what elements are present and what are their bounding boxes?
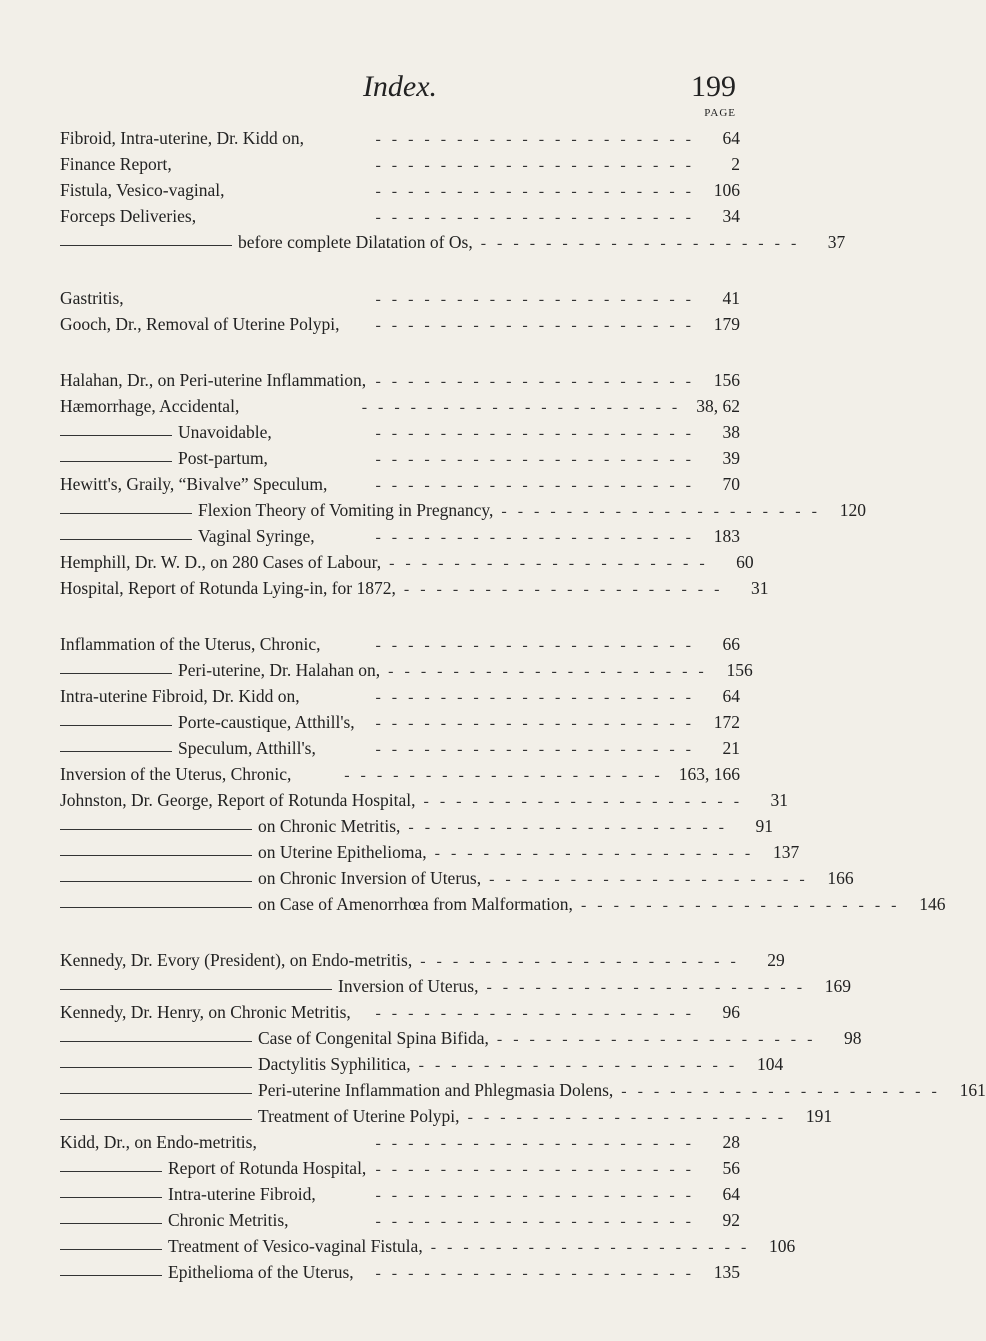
entry-page: 70 xyxy=(722,474,740,494)
index-entry xyxy=(60,396,740,422)
page-column-label: PAGE xyxy=(704,107,736,119)
entry-page: 179 xyxy=(713,314,740,334)
entry-text: on Uterine Epithelioma, xyxy=(258,842,427,862)
entry-text: Peri-uterine, Dr. Halahan on, xyxy=(178,660,381,680)
entry-text: Kennedy, Dr. Henry, on Chronic Metritis, xyxy=(60,1002,351,1022)
entry-page: 183 xyxy=(713,526,740,546)
entry-text: on Chronic Metritis, xyxy=(258,816,401,836)
leader-dashes: -------------------- xyxy=(375,451,702,468)
ditto-rule xyxy=(60,881,252,882)
leader-dashes: -------------------- xyxy=(496,1031,824,1048)
leader-dashes: -------------------- xyxy=(375,529,702,546)
leader-dashes: -------------------- xyxy=(375,183,702,200)
leader-dashes: -------------------- xyxy=(375,1265,702,1282)
ditto-rule xyxy=(60,855,252,856)
ditto-rule xyxy=(60,461,172,462)
ditto-rule xyxy=(60,1223,162,1224)
leader-dashes: -------------------- xyxy=(375,1161,702,1178)
index-entry xyxy=(60,474,740,500)
leader-dashes: -------------------- xyxy=(375,1005,702,1022)
entry-text: Porte-caustique, Atthill's, xyxy=(178,712,355,732)
leader-dashes: -------------------- xyxy=(375,425,702,442)
entry-page: 21 xyxy=(722,738,740,758)
entry-page: 156 xyxy=(713,370,740,390)
ditto-rule xyxy=(60,1041,252,1042)
entry-text: Inversion of the Uterus, Chronic, xyxy=(60,764,292,784)
index-entry xyxy=(60,314,740,340)
entry-text: Vaginal Syringe, xyxy=(198,526,315,546)
entry-text: Johnston, Dr. George, Report of Rotunda Hospital, xyxy=(60,790,416,810)
leader-dashes: -------------------- xyxy=(375,741,702,758)
leader-dashes: -------------------- xyxy=(388,663,715,680)
entry-text: Forceps Deliveries, xyxy=(60,206,197,226)
entry-text: on Case of Amenorrhœa from Malformation, xyxy=(258,894,573,914)
ditto-rule xyxy=(60,539,192,540)
entry-page: 161 xyxy=(959,1080,986,1100)
index-entry xyxy=(60,1054,784,1080)
leader-dashes: -------------------- xyxy=(375,131,702,148)
ditto-rule xyxy=(60,1093,252,1094)
entry-page: 2 xyxy=(731,154,740,174)
entry-page: 56 xyxy=(722,1158,740,1178)
index-group xyxy=(60,128,846,258)
ditto-rule xyxy=(60,725,172,726)
index-entry xyxy=(60,712,740,738)
leader-dashes: -------------------- xyxy=(501,503,828,520)
entry-page: 166 xyxy=(827,868,854,888)
leader-dashes: -------------------- xyxy=(489,871,816,888)
index-entry xyxy=(60,1132,740,1158)
index-entry xyxy=(60,1262,740,1288)
entry-page: 106 xyxy=(713,180,740,200)
entry-page: 104 xyxy=(756,1054,784,1074)
ditto-rule xyxy=(60,513,192,514)
page-number: 199 xyxy=(691,70,736,103)
index-entry xyxy=(60,448,740,474)
ditto-rule xyxy=(60,1275,162,1276)
entry-page: 191 xyxy=(805,1106,833,1126)
index-entry xyxy=(60,552,754,578)
leader-dashes: -------------------- xyxy=(375,157,702,174)
index-entry xyxy=(60,1080,986,1106)
index-entry xyxy=(60,790,789,816)
index-entry xyxy=(60,842,800,868)
entry-text: Inflammation of the Uterus, Chronic, xyxy=(60,634,321,654)
leader-dashes: -------------------- xyxy=(486,979,814,996)
entry-page: 38 xyxy=(722,422,740,442)
entry-page: 29 xyxy=(767,950,785,970)
entry-page: 64 xyxy=(722,128,740,148)
index-entry xyxy=(60,634,740,660)
leader-dashes: -------------------- xyxy=(467,1109,795,1126)
page-header-title: Index. xyxy=(362,70,438,103)
index-entry xyxy=(60,180,740,206)
index-entry xyxy=(60,288,740,314)
entry-text: Chronic Metritis, xyxy=(168,1210,289,1230)
ditto-rule xyxy=(60,1171,162,1172)
entry-text: Unavoidable, xyxy=(178,422,272,442)
entry-text: Hewitt's, Graily, “Bivalve” Speculum, xyxy=(60,474,328,494)
entry-text: Epithelioma of the Uterus, xyxy=(168,1262,354,1282)
index-group xyxy=(60,288,740,340)
ditto-rule xyxy=(60,907,252,908)
index-group xyxy=(60,370,866,604)
leader-dashes: -------------------- xyxy=(375,477,702,494)
entry-text: Kennedy, Dr. Evory (President), on Endo-metritis, xyxy=(60,950,413,970)
entry-page: 137 xyxy=(772,842,800,862)
entry-page: 66 xyxy=(722,634,740,654)
entry-text: on Chronic Inversion of Uterus, xyxy=(258,868,482,888)
index-entry xyxy=(60,1210,740,1236)
leader-dashes: -------------------- xyxy=(430,1239,758,1256)
index-entry xyxy=(60,578,769,604)
entry-page: 106 xyxy=(769,1236,796,1256)
entry-text: Gooch, Dr., Removal of Uterine Polypi, xyxy=(60,314,340,334)
index-entry xyxy=(60,976,852,1002)
index-entry xyxy=(60,816,773,842)
leader-dashes: -------------------- xyxy=(420,953,747,970)
entry-page: 64 xyxy=(722,686,740,706)
ditto-rule xyxy=(60,435,172,436)
entry-page: 96 xyxy=(722,1002,740,1022)
index-entry xyxy=(60,370,740,396)
entry-page: 98 xyxy=(843,1028,862,1048)
index-entry xyxy=(60,526,740,552)
index-entry xyxy=(60,738,740,764)
leader-dashes: -------------------- xyxy=(375,1187,702,1204)
entry-page: 31 xyxy=(770,790,789,810)
ditto-rule xyxy=(60,1197,162,1198)
index-entry xyxy=(60,1236,796,1262)
ditto-rule xyxy=(60,829,252,830)
index-entry xyxy=(60,128,740,154)
entry-text: Speculum, Atthill's, xyxy=(178,738,316,758)
ditto-rule xyxy=(60,245,232,246)
entry-page: 39 xyxy=(722,448,740,468)
entry-page: 92 xyxy=(722,1210,740,1230)
leader-dashes: -------------------- xyxy=(375,209,702,226)
leader-dashes: -------------------- xyxy=(418,1057,746,1074)
index-entry xyxy=(60,1184,740,1210)
entry-page: 163, 166 xyxy=(678,764,740,784)
leader-dashes: -------------------- xyxy=(480,235,808,252)
index-entry xyxy=(60,206,740,232)
entry-text: Finance Report, xyxy=(60,154,172,174)
leader-dashes: -------------------- xyxy=(375,1135,702,1152)
entry-text: Dactylitis Syphilitica, xyxy=(258,1054,411,1074)
index-group xyxy=(60,634,946,920)
ditto-rule xyxy=(60,673,172,674)
index-entry xyxy=(60,500,866,526)
entry-page: 169 xyxy=(824,976,852,996)
entry-text: Intra-uterine Fibroid, xyxy=(168,1184,316,1204)
entry-page: 37 xyxy=(827,232,846,252)
leader-dashes: -------------------- xyxy=(375,291,702,308)
entry-page: 38, 62 xyxy=(696,396,740,416)
leader-dashes: -------------------- xyxy=(423,793,751,810)
leader-dashes: -------------------- xyxy=(621,1083,948,1100)
index-entry xyxy=(60,868,854,894)
entry-text: Treatment of Vesico-vaginal Fistula, xyxy=(168,1236,423,1256)
entry-text: Peri-uterine Inflammation and Phlegmasia Dolens, xyxy=(258,1080,614,1100)
entry-text: Intra-uterine Fibroid, Dr. Kidd on, xyxy=(60,686,300,706)
index-entry xyxy=(60,764,740,790)
leader-dashes: -------------------- xyxy=(408,819,735,836)
entry-text: Fistula, Vesico-vaginal, xyxy=(60,180,225,200)
leader-dashes: -------------------- xyxy=(375,317,702,334)
entry-page: 28 xyxy=(722,1132,740,1152)
index-entry xyxy=(60,660,753,686)
entry-text: Treatment of Uterine Polypi, xyxy=(258,1106,460,1126)
index-entry xyxy=(60,1158,740,1184)
entry-text: Gastritis, xyxy=(60,288,124,308)
entry-text: Report of Rotunda Hospital, xyxy=(168,1158,367,1178)
entry-text: Flexion Theory of Vomiting in Pregnancy, xyxy=(198,500,494,520)
entry-page: 172 xyxy=(713,712,740,732)
entry-text: Hospital, Report of Rotunda Lying-in, for 1872, xyxy=(60,578,396,598)
index-entries xyxy=(60,128,986,1318)
index-entry xyxy=(60,950,785,976)
entry-page: 135 xyxy=(713,1262,740,1282)
leader-dashes: -------------------- xyxy=(375,689,702,706)
leader-dashes: -------------------- xyxy=(403,581,731,598)
index-entry xyxy=(60,154,740,180)
ditto-rule xyxy=(60,1067,252,1068)
ditto-rule xyxy=(60,989,332,990)
entry-text: Case of Congenital Spina Bifida, xyxy=(258,1028,489,1048)
ditto-rule xyxy=(60,1119,252,1120)
index-entry xyxy=(60,422,740,448)
index-entry xyxy=(60,232,846,258)
index-entry xyxy=(60,1002,740,1028)
entry-page: 146 xyxy=(919,894,946,914)
entry-text: Post-partum, xyxy=(178,448,268,468)
entry-text: before complete Dilatation of Os, xyxy=(238,232,473,252)
entry-text: Halahan, Dr., on Peri-uterine Inflammation, xyxy=(60,370,367,390)
entry-text: Hæmorrhage, Accidental, xyxy=(60,396,240,416)
entry-page: 60 xyxy=(736,552,754,572)
index-group xyxy=(60,950,986,1288)
leader-dashes: -------------------- xyxy=(375,1213,702,1230)
leader-dashes: -------------------- xyxy=(434,845,762,862)
entry-page: 91 xyxy=(755,816,773,836)
entry-text: Inversion of Uterus, xyxy=(338,976,479,996)
index-entry xyxy=(60,1028,862,1054)
entry-text: Hemphill, Dr. W. D., on 280 Cases of Labour, xyxy=(60,552,382,572)
leader-dashes: -------------------- xyxy=(389,555,716,572)
ditto-rule xyxy=(60,751,172,752)
entry-text: Kidd, Dr., on Endo-metritis, xyxy=(60,1132,257,1152)
leader-dashes: -------------------- xyxy=(361,399,689,416)
index-entry xyxy=(60,894,946,920)
entry-page: 64 xyxy=(722,1184,740,1204)
entry-text: Fibroid, Intra-uterine, Dr. Kidd on, xyxy=(60,128,304,148)
leader-dashes: -------------------- xyxy=(580,897,908,914)
index-entry xyxy=(60,686,740,712)
leader-dashes: -------------------- xyxy=(375,715,702,732)
entry-page: 31 xyxy=(750,578,769,598)
leader-dashes: -------------------- xyxy=(344,767,671,784)
index-entry xyxy=(60,1106,833,1132)
leader-dashes: -------------------- xyxy=(375,637,702,654)
ditto-rule xyxy=(60,1249,162,1250)
entry-page: 120 xyxy=(839,500,866,520)
entry-page: 156 xyxy=(726,660,753,680)
leader-dashes: -------------------- xyxy=(375,373,702,390)
entry-page: 41 xyxy=(722,288,740,308)
entry-page: 34 xyxy=(722,206,740,226)
